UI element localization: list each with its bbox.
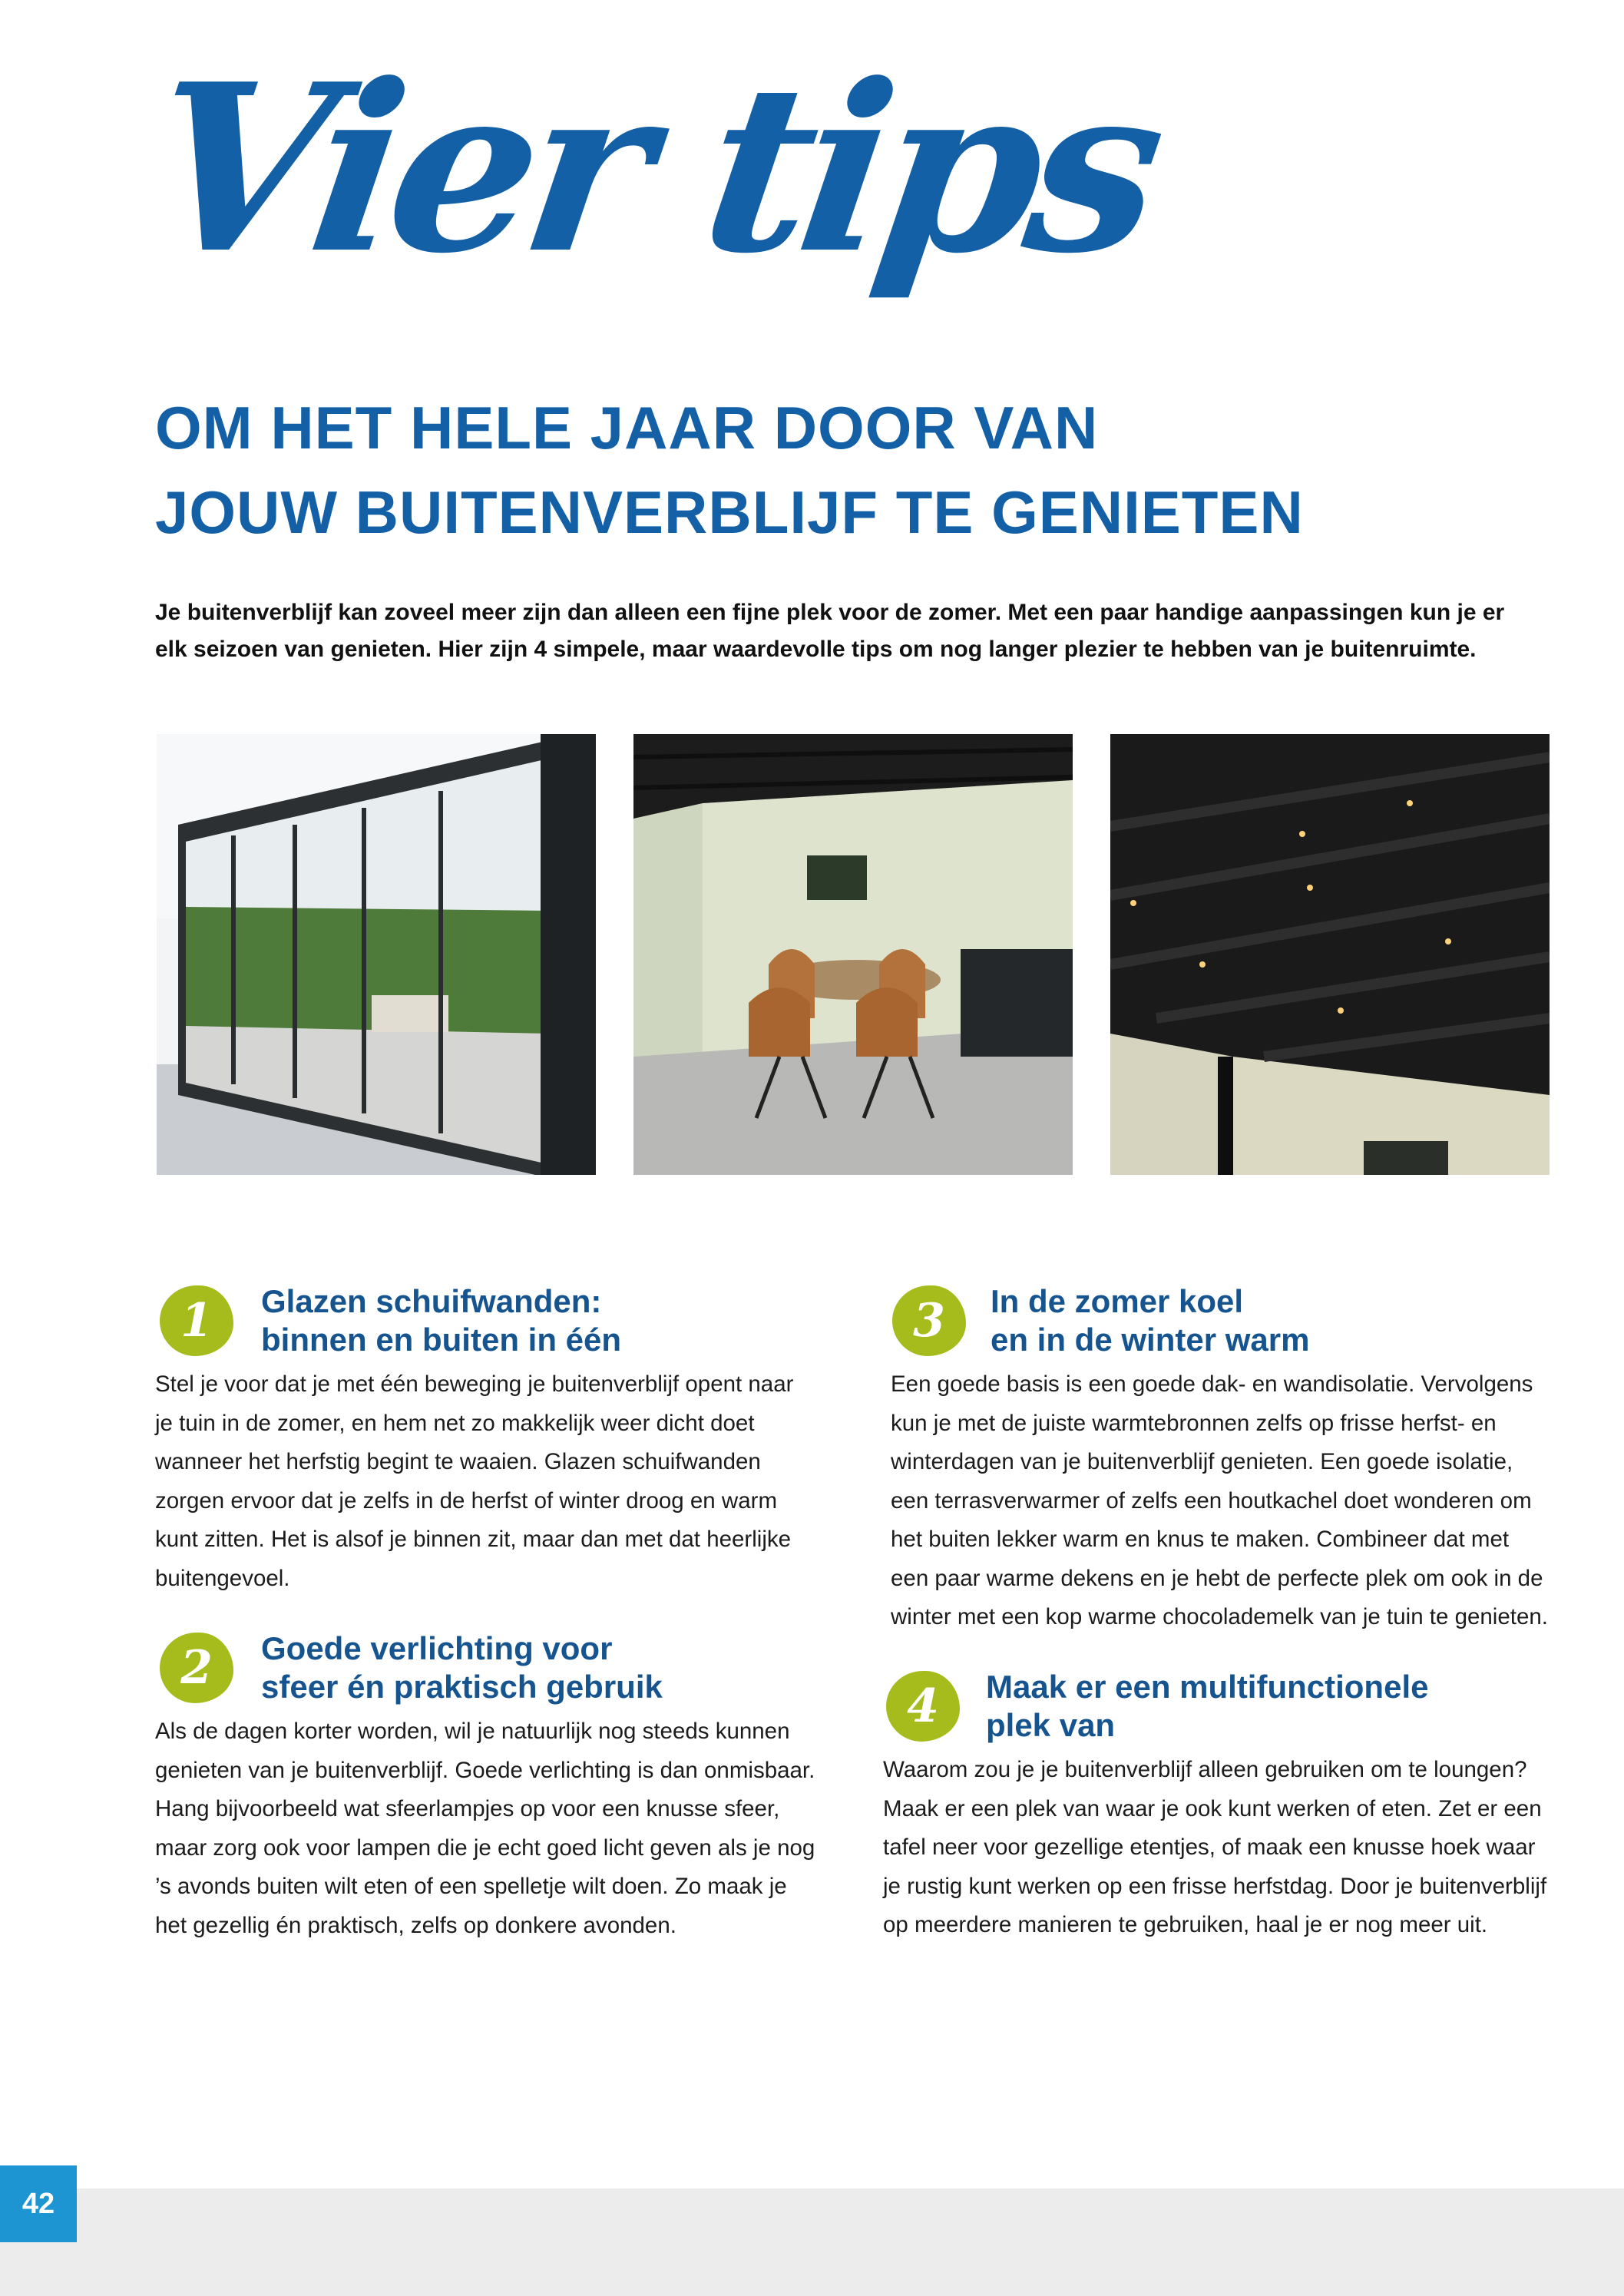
tip-body-line: je rustig kunt werken op een frisse herfstdag. Door je buitenverblijf [883,1873,1547,1899]
tip-body-line: het buiten lekker warm en knus te maken. Combineer dat met [891,1527,1510,1552]
tip-body-line: op meerdere manieren te gebruiken, haal je er nog meer uit. [883,1912,1488,1937]
tip-3 [891,1279,1566,1637]
tip-1 [155,1279,831,1598]
tip-body-line: kunt zitten. Het is alsof je binnen zit, maar dan met dat heerlijke [155,1527,792,1552]
tip-body [891,1365,1566,1637]
tip-body-line: winterdagen van je buitenverblijf genieten. Een goede isolatie, [891,1449,1513,1474]
tip-title-line: Glazen schuifwanden: [261,1283,602,1319]
photo-roof-lighting [1110,734,1550,1175]
tip-body-line: maar zorg ook voor lampen die je echt goed licht geven als je nog [155,1834,815,1861]
tip-body-line: Waarom zou je je buitenverblijf alleen gebruiken om te loungen? [883,1757,1527,1782]
tip-title-line: Maak er een multifunctionele [986,1669,1429,1705]
intro-line-2: elk seizoen van genieten. Hier zijn 4 simpele, maar waardevolle tips om nog langer plezier te hebben van je buitenruimte. [155,637,1477,662]
tip-body-line: zorgen ervoor dat je zelfs in de herfst of winter droog en warm [155,1487,778,1514]
tip-body-line: buitengevoel. [155,1565,290,1591]
tip-body-line: winter met een kop warme chocolademelk van je tuin te genieten. [891,1604,1548,1629]
script-title: Vier tips [133,33,1169,304]
tip-body-line: een terrasverwarmer of zelfs een houtkachel doet wonderen om [891,1487,1532,1514]
tip-body-line: tafel neer voor gezellige etentjes, of maak een knusse hoek waar [883,1834,1536,1860]
tip-body [883,1751,1566,1945]
tip-body-line: je tuin in de zomer, en hem net zo makkelijk weer dicht doet [155,1410,755,1436]
tip-title-line: sfeer én praktisch gebruik [261,1669,663,1705]
footer-band [0,2188,1624,2296]
tip-body [155,1712,831,1945]
tip-body-line: Een goede basis is een goede dak- en wandisolatie. Vervolgens [891,1371,1533,1397]
tip-title [261,1629,829,1706]
tip-body-line: het gezellig én praktisch, zelfs op donkere avonden. [155,1912,676,1938]
tip-body-line: een paar warme dekens en je hebt de perfecte plek om ook in de [891,1565,1543,1591]
intro-line-1: Je buitenverblijf kan zoveel meer zijn dan alleen een fijne plek voor de zomer. Met een paar handige aanpassingen kun je er [155,600,1505,625]
tip-body-line: Als de dagen korter worden, wil je natuurlijk nog steeds kunnen [155,1719,790,1744]
tip-number-badge: 1 [160,1285,233,1356]
tip-title-line: In de zomer koel [991,1283,1244,1319]
intro-paragraph [155,594,1522,668]
tip-title-line: binnen en buiten in één [261,1322,622,1358]
tip-4 [883,1665,1566,1945]
tip-number-badge: 4 [886,1671,960,1742]
tip-body-line: kun je met de juiste warmtebronnen zelfs op frisse herfst- en [891,1410,1497,1436]
photo-glass-sliding-walls [157,734,596,1175]
tip-number-badge: 3 [892,1285,966,1356]
tip-title-line: en in de winter warm [991,1322,1310,1358]
headline [155,385,1537,554]
headline-line-2: JOUW BUITENVERBLIJF TE GENIETEN [155,478,1304,546]
tip-title [261,1282,829,1359]
tip-body-line: Maak er een plek van waar je ook kunt werken of eten. Zet er een [883,1795,1542,1821]
tip-body-line: Stel je voor dat je met één beweging je buitenverblijf opent naar [155,1371,794,1397]
tip-title [986,1668,1554,1745]
tip-title-line: Goede verlichting voor [261,1630,613,1666]
headline-line-1: OM HET HELE JAAR DOOR VAN [155,394,1099,462]
tip-title-line: plek van [986,1707,1116,1743]
tip-body-line: genieten van je buitenverblijf. Goede verlichting is dan onmisbaar. [155,1757,815,1783]
tip-body-line: wanneer het herfstig begint te waaien. Glazen schuifwanden [155,1449,761,1474]
tip-title [991,1282,1559,1359]
tip-2 [155,1626,831,1945]
page-number: 42 [0,2165,77,2242]
photo-dining-area [633,734,1073,1175]
tip-number-badge: 2 [160,1633,233,1703]
tip-body [155,1365,831,1598]
tip-body-line: Hang bijvoorbeeld wat sfeerlampjes op voor een knusse sfeer, [155,1796,780,1821]
tip-body-line: ’s avonds buiten wilt eten of een spelletje wilt doen. Zo maak je [155,1874,787,1899]
